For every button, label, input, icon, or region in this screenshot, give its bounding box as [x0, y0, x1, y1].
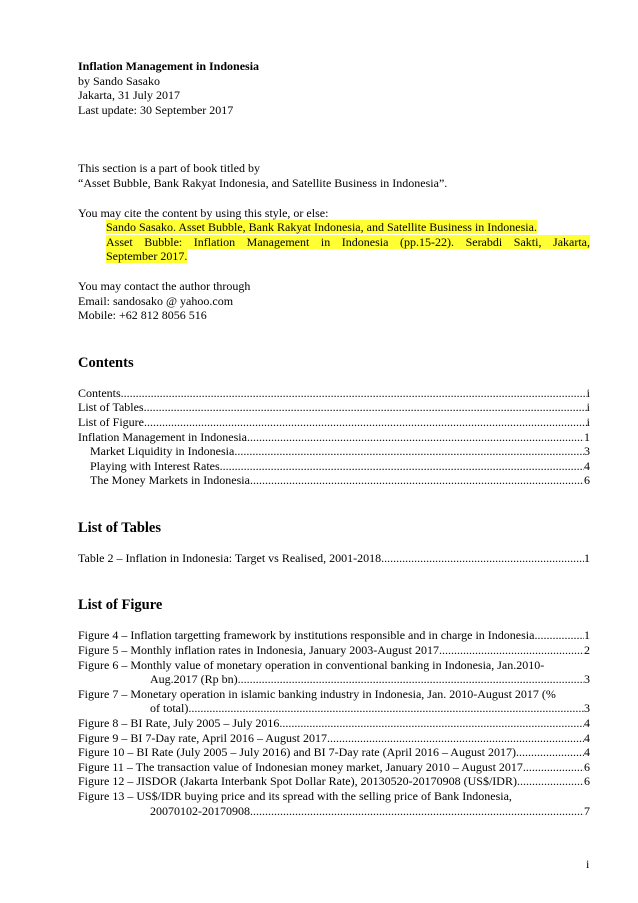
tables-heading: List of Tables	[78, 519, 161, 536]
citation-line-3: September 2017.	[106, 249, 188, 264]
toc-entry-market-liquidity[interactable]: Market Liquidity in Indonesia ..... 3	[78, 444, 590, 459]
citation-line-1: Sando Sasako. Asset Bubble, Bank Rakyat Indonesia, and Satellite Business in Indonesia.	[106, 220, 537, 235]
last-update-line: Last update: 30 September 2017	[78, 102, 234, 117]
figures-heading: List of Figure	[78, 597, 163, 614]
toc-entry-figure-7-cont[interactable]: of total) ..... 3	[78, 701, 590, 716]
toc-entry-figure-8[interactable]: Figure 8 – BI Rate, July 2005 – July 2016 ..... 4	[78, 716, 590, 731]
citation-line-2: Asset Bubble: Inflation Management in Indonesia (pp.15-22). Serabdi Sakti, Jakarta,	[106, 234, 590, 249]
toc-entry-figure-13[interactable]: Figure 13 – US$/IDR buying price and its spread with the selling price of Bank Indonesia,	[78, 789, 512, 803]
toc-entry-figure-10[interactable]: Figure 10 – BI Rate (July 2005 – July 2016) and BI 7-Day rate (April 2016 – August 2017) ..... 4	[78, 745, 590, 760]
document-page	[78, 59, 590, 818]
contact-intro: You may contact the author through	[78, 278, 251, 293]
toc-entry-table-2[interactable]: Table 2 – Inflation in Indonesia: Target vs Realised, 2001-2018 ..... 1	[78, 551, 590, 566]
toc-entry-figure-9[interactable]: Figure 9 – BI 7-Day rate, April 2016 – August 2017 ..... 4	[78, 731, 590, 746]
citation-block	[106, 220, 590, 264]
page-number: i	[586, 857, 590, 871]
toc-entry-figure-5[interactable]: Figure 5 – Monthly inflation rates in Indonesia, January 2003-August 2017 ..... 2	[78, 643, 590, 658]
contents-heading: Contents	[78, 354, 134, 371]
place-date-line: Jakarta, 31 July 2017	[78, 88, 180, 103]
toc-entry-interest-rates[interactable]: Playing with Interest Rates ..... 4	[78, 459, 590, 474]
tables-list	[78, 551, 590, 566]
intro-line-2: “Asset Bubble, Bank Rakyat Indonesia, and Satellite Business in Indonesia”.	[78, 175, 448, 190]
toc-entry-money-markets[interactable]: The Money Markets in Indonesia ..... 6	[78, 473, 590, 488]
doc-title: Inflation Management in Indonesia	[78, 59, 260, 73]
toc-entry-figure-6[interactable]: Figure 6 – Monthly value of monetary operation in conventional banking in Indonesia, Jan.2010-	[78, 657, 545, 672]
contact-mobile: Mobile: +62 812 8056 516	[78, 308, 207, 323]
intro-line-1: This section is a part of book titled by	[78, 161, 260, 176]
toc-entry-figure-13-cont[interactable]: 20070102-20170908 ..... 7	[78, 804, 590, 819]
toc-entry-figure-11[interactable]: Figure 11 – The transaction value of Indonesian money market, January 2010 – August 2017 ..... 6	[78, 760, 590, 775]
toc-entry-inflation-management[interactable]: Inflation Management in Indonesia ..... 1	[78, 430, 590, 445]
toc-entry-contents[interactable]: Contents ..... i	[78, 386, 590, 401]
toc-entry-list-of-tables[interactable]: List of Tables ..... i	[78, 400, 590, 415]
contents-list	[78, 386, 590, 488]
toc-entry-figure-7[interactable]: Figure 7 – Monetary operation in islamic banking industry in Indonesia, Jan. 2010-August 2017 (%	[78, 686, 556, 701]
toc-entry-list-of-figure[interactable]: List of Figure ..... i	[78, 415, 590, 430]
cite-instruction: You may cite the content by using this style, or else:	[78, 205, 329, 220]
toc-entry-figure-12[interactable]: Figure 12 – JISDOR (Jakarta Interbank Spot Dollar Rate), 20130520-20170908 (US$/IDR) ..... 6	[78, 774, 590, 789]
author-line: by Sando Sasako	[78, 73, 160, 88]
toc-entry-figure-4[interactable]: Figure 4 – Inflation targetting framework by institutions responsible and in charge in Indonesia ..... 1	[78, 628, 590, 643]
contact-email: Email: sandosako @ yahoo.com	[78, 293, 234, 308]
toc-entry-figure-6-cont[interactable]: Aug.2017 (Rp bn) ..... 3	[78, 672, 590, 687]
figures-list	[78, 628, 590, 818]
